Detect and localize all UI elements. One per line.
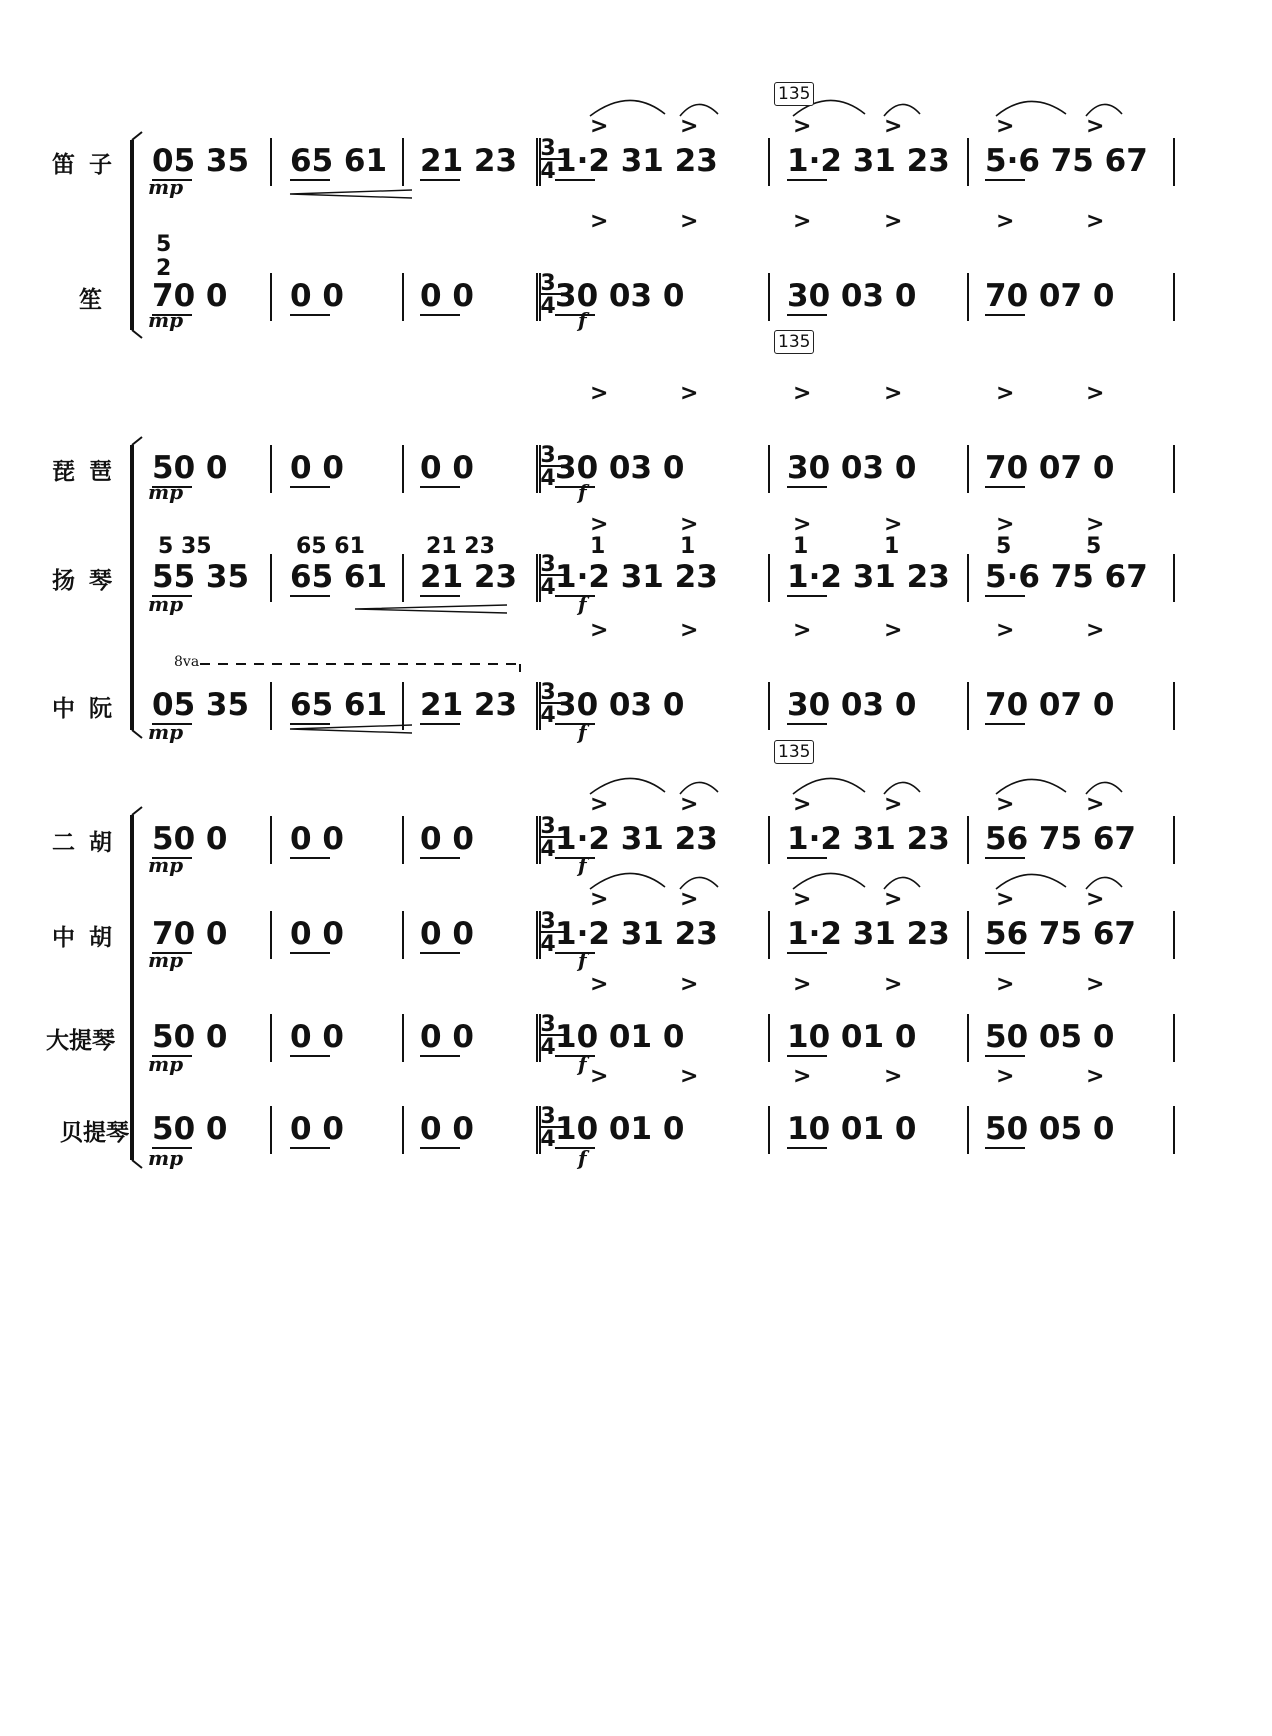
dynamic-mp: mp: [148, 480, 184, 504]
rehearsal-mark: 135: [774, 82, 814, 106]
sheng-measure-4: 30 03 0: [555, 278, 685, 314]
accent-mark: >: [793, 792, 812, 817]
accent-mark: >: [590, 381, 609, 406]
accent-mark: >: [590, 1064, 609, 1089]
instrument-pipa: 琵琶: [52, 459, 126, 485]
instrument-sheng: 笙: [79, 287, 116, 313]
accent-mark: >: [884, 1064, 903, 1089]
accent-mark: >: [680, 1064, 699, 1089]
bass-measure-5: 10 01 0: [787, 1111, 917, 1147]
accent-mark: >: [793, 114, 812, 139]
zhonghu-measure-5: 1·2 31 23: [787, 916, 950, 952]
bracket-winds-bottom: [132, 330, 142, 338]
dizi-measure-2: 65 61: [290, 143, 388, 179]
cello-measure-5: 10 01 0: [787, 1019, 917, 1055]
accent-mark: >: [884, 887, 903, 912]
instrument-erhu: 二胡: [52, 830, 126, 856]
bracket-winds-top: [132, 132, 142, 140]
accent-mark: >: [884, 792, 903, 817]
time-signature-bottom: 4: [540, 159, 556, 184]
dynamic-f: f: [578, 853, 587, 877]
time-signature-bottom: 4: [540, 294, 556, 319]
cello-measure-3: 0 0: [420, 1019, 474, 1055]
pipa-measure-5: 30 03 0: [787, 450, 917, 486]
cello-measure-4: 10 01 0: [555, 1019, 685, 1055]
hairpin: [290, 190, 412, 198]
accent-mark: >: [1086, 618, 1105, 643]
accent-mark: >: [590, 209, 609, 234]
pipa-measure-2: 0 0: [290, 450, 344, 486]
dynamic-f: f: [578, 308, 587, 332]
instrument-cello: 大提琴: [46, 1028, 115, 1054]
accent-mark: >: [884, 381, 903, 406]
sheng-measure-5: 30 03 0: [787, 278, 917, 314]
yangqin-measure-5: 1·2 31 23: [787, 559, 950, 595]
yangqin-measure-3: 21 23: [420, 559, 518, 595]
sheng-measure-1: 70 0: [152, 278, 228, 314]
dizi-measure-6: 5·6 75 67: [985, 143, 1148, 179]
accent-mark: >: [680, 381, 699, 406]
time-signature-bottom: 4: [540, 1127, 556, 1152]
pipa-measure-1: 50 0: [152, 450, 228, 486]
bass-measure-1: 50 0: [152, 1111, 228, 1147]
dizi-measure-1: 05 35: [152, 143, 250, 179]
yangqin-upper-note: 5 35: [158, 534, 212, 559]
bracket-strings-bottom: [132, 1160, 142, 1168]
zhongruan-measure-4: 30 03 0: [555, 687, 685, 723]
accent-mark: >: [996, 618, 1015, 643]
accent-mark: >: [590, 618, 609, 643]
time-signature-top: 3: [540, 443, 556, 468]
cello-measure-2: 0 0: [290, 1019, 344, 1055]
instrument-zhongruan: 中阮: [52, 696, 126, 722]
yangqin-measure-6: 5·6 75 67: [985, 559, 1148, 595]
hairpin: [355, 605, 507, 613]
accent-mark: >: [996, 381, 1015, 406]
bass-measure-2: 0 0: [290, 1111, 344, 1147]
accent-mark: >: [680, 512, 699, 537]
dynamic-mp: mp: [148, 592, 184, 616]
accent-mark: >: [996, 887, 1015, 912]
accent-mark: >: [793, 512, 812, 537]
accent-mark: >: [884, 209, 903, 234]
zhonghu-measure-4: 1·2 31 23: [555, 916, 718, 952]
cello-measure-6: 50 05 0: [985, 1019, 1115, 1055]
pipa-measure-3: 0 0: [420, 450, 474, 486]
time-signature-bottom: 4: [540, 837, 556, 862]
time-signature-top: 3: [540, 136, 556, 161]
yangqin-measure-2: 65 61: [290, 559, 388, 595]
sheng-chord-note: 5: [156, 232, 172, 257]
time-signature-top: 3: [540, 1012, 556, 1037]
ottava-mark: 8va: [174, 654, 200, 670]
time-signature-bottom: 4: [540, 466, 556, 491]
dynamic-mp: mp: [148, 175, 184, 199]
erhu-measure-4: 1·2 31 23: [555, 821, 718, 857]
accent-mark: >: [590, 792, 609, 817]
dynamic-mp: mp: [148, 853, 184, 877]
hairpin: [290, 725, 412, 733]
accent-mark: >: [1086, 512, 1105, 537]
accent-mark: >: [996, 972, 1015, 997]
dynamic-f: f: [578, 1052, 587, 1076]
accent-mark: >: [793, 381, 812, 406]
instrument-dizi: 笛子: [52, 152, 126, 178]
dynamic-mp: mp: [148, 720, 184, 744]
zhongruan-measure-3: 21 23: [420, 687, 518, 723]
sheng-measure-6: 70 07 0: [985, 278, 1115, 314]
cello-measure-1: 50 0: [152, 1019, 228, 1055]
rehearsal-mark: 135: [774, 330, 814, 354]
time-signature-top: 3: [540, 271, 556, 296]
time-signature-bottom: 4: [540, 1035, 556, 1060]
bass-measure-3: 0 0: [420, 1111, 474, 1147]
time-signature-top: 3: [540, 1104, 556, 1129]
accent-mark: >: [1086, 209, 1105, 234]
accent-mark: >: [996, 1064, 1015, 1089]
erhu-measure-1: 50 0: [152, 821, 228, 857]
time-signature-bottom: 4: [540, 932, 556, 957]
accent-mark: >: [884, 114, 903, 139]
accent-mark: >: [680, 114, 699, 139]
accent-mark: >: [884, 512, 903, 537]
dynamic-mp: mp: [148, 1146, 184, 1170]
zhonghu-measure-2: 0 0: [290, 916, 344, 952]
zhonghu-measure-1: 70 0: [152, 916, 228, 952]
zhongruan-measure-1: 05 35: [152, 687, 250, 723]
accent-mark: >: [1086, 972, 1105, 997]
accent-mark: >: [884, 618, 903, 643]
yangqin-measure-1: 55 35: [152, 559, 250, 595]
accent-mark: >: [590, 512, 609, 537]
zhongruan-measure-5: 30 03 0: [787, 687, 917, 723]
accent-mark: >: [996, 792, 1015, 817]
bass-measure-6: 50 05 0: [985, 1111, 1115, 1147]
erhu-measure-6: 56 75 67: [985, 821, 1137, 857]
bracket-plucked-top: [132, 437, 142, 445]
instrument-zhonghu: 中胡: [52, 925, 126, 951]
time-signature-top: 3: [540, 909, 556, 934]
accent-mark: >: [1086, 1064, 1105, 1089]
yangqin-high-note: 5: [1086, 534, 1102, 559]
yangqin-upper-note: 21 23: [426, 534, 495, 559]
accent-mark: >: [680, 887, 699, 912]
dynamic-f: f: [578, 592, 587, 616]
accent-mark: >: [996, 209, 1015, 234]
dynamic-f: f: [578, 948, 587, 972]
erhu-measure-2: 0 0: [290, 821, 344, 857]
accent-mark: >: [793, 972, 812, 997]
accent-mark: >: [680, 209, 699, 234]
accent-mark: >: [1086, 114, 1105, 139]
dynamic-mp: mp: [148, 1052, 184, 1076]
time-signature-top: 3: [540, 814, 556, 839]
accent-mark: >: [680, 618, 699, 643]
yangqin-high-note: 1: [884, 534, 900, 559]
dizi-measure-4: 1·2 31 23: [555, 143, 718, 179]
accent-mark: >: [590, 887, 609, 912]
pipa-measure-4: 30 03 0: [555, 450, 685, 486]
dizi-measure-3: 21 23: [420, 143, 518, 179]
accent-mark: >: [590, 114, 609, 139]
accent-mark: >: [884, 972, 903, 997]
accent-mark: >: [1086, 381, 1105, 406]
accent-mark: >: [996, 512, 1015, 537]
time-signature-bottom: 4: [540, 703, 556, 728]
sheng-measure-2: 0 0: [290, 278, 344, 314]
accent-mark: >: [680, 972, 699, 997]
accent-mark: >: [590, 972, 609, 997]
zhongruan-measure-2: 65 61: [290, 687, 388, 723]
accent-mark: >: [793, 1064, 812, 1089]
time-signature-bottom: 4: [540, 575, 556, 600]
accent-mark: >: [1086, 887, 1105, 912]
instrument-bass: 贝提琴: [60, 1120, 129, 1146]
time-signature-top: 3: [540, 552, 556, 577]
pipa-measure-6: 70 07 0: [985, 450, 1115, 486]
bass-measure-4: 10 01 0: [555, 1111, 685, 1147]
dynamic-mp: mp: [148, 308, 184, 332]
bracket-plucked-bottom: [132, 730, 142, 738]
rehearsal-mark: 135: [774, 740, 814, 764]
zhonghu-measure-6: 56 75 67: [985, 916, 1137, 952]
accent-mark: >: [996, 114, 1015, 139]
yangqin-high-note: 5: [996, 534, 1012, 559]
zhonghu-measure-3: 0 0: [420, 916, 474, 952]
yangqin-measure-4: 1·2 31 23: [555, 559, 718, 595]
zhongruan-measure-6: 70 07 0: [985, 687, 1115, 723]
dynamic-f: f: [578, 720, 587, 744]
time-signature-top: 3: [540, 680, 556, 705]
yangqin-high-note: 1: [590, 534, 606, 559]
accent-mark: >: [793, 209, 812, 234]
accent-mark: >: [1086, 792, 1105, 817]
bracket-strings-top: [132, 807, 142, 815]
dynamic-f: f: [578, 480, 587, 504]
erhu-measure-3: 0 0: [420, 821, 474, 857]
yangqin-high-note: 1: [793, 534, 809, 559]
instrument-yangqin: 扬琴: [52, 568, 126, 594]
yangqin-high-note: 1: [680, 534, 696, 559]
accent-mark: >: [793, 887, 812, 912]
dizi-measure-5: 1·2 31 23: [787, 143, 950, 179]
accent-mark: >: [793, 618, 812, 643]
dynamic-f: f: [578, 1146, 587, 1170]
sheng-chord-note: 2: [156, 256, 172, 281]
sheng-measure-3: 0 0: [420, 278, 474, 314]
accent-mark: >: [680, 792, 699, 817]
erhu-measure-5: 1·2 31 23: [787, 821, 950, 857]
yangqin-upper-note: 65 61: [296, 534, 365, 559]
dynamic-mp: mp: [148, 948, 184, 972]
